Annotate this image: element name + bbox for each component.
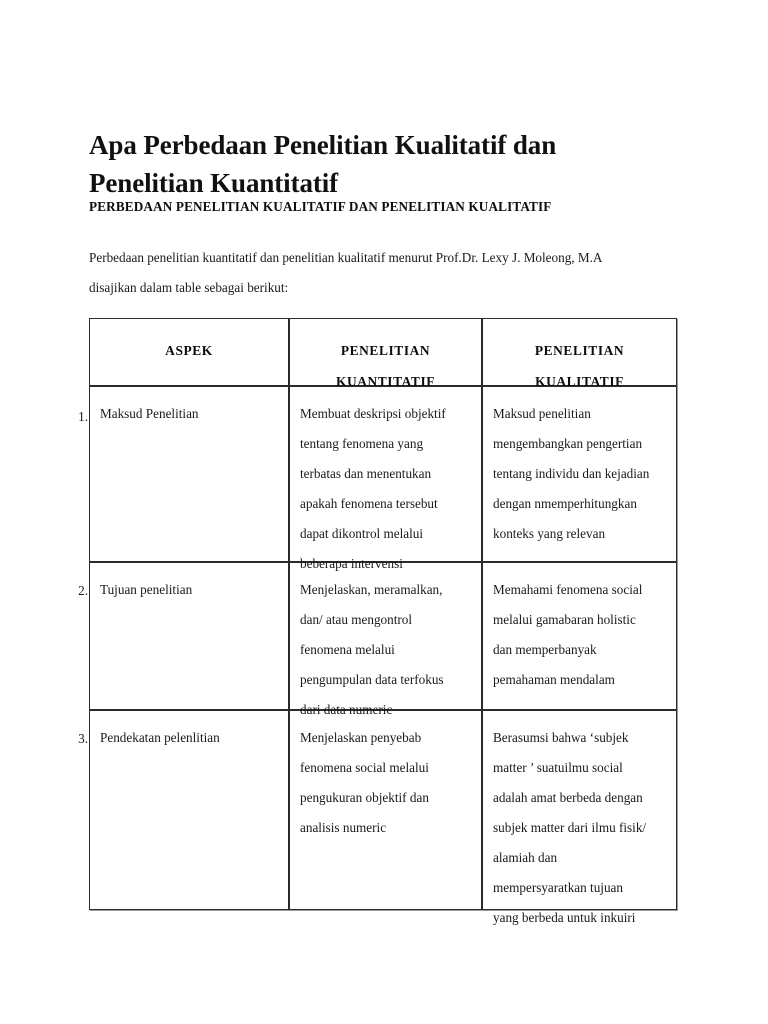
cell-line: dan memperbanyak: [493, 642, 597, 657]
cell-line: mempersyaratkan tujuan: [493, 880, 623, 895]
header-aspek-line-1: ASPEK: [165, 343, 213, 358]
cell-kualitatif-1: [482, 386, 677, 562]
header-kualitatif-line-1: PENELITIAN: [534, 343, 625, 358]
row-number-2: 2.: [78, 583, 88, 598]
intro-line-1: Perbedaan penelitian kuantitatif dan penelitian kualitatif menurut Prof.Dr. Lexy J. Moleong, M.A: [89, 250, 603, 265]
cell-line: Berasumsi bahwa ‘subjek: [493, 730, 629, 745]
cell-aspect-3: [89, 710, 289, 910]
aspect-label-2: Tujuan penelitian: [100, 582, 193, 597]
cell-line: analisis numeric: [300, 820, 387, 835]
row-number-3: 3.: [78, 731, 88, 746]
page-title-line-2: Penelitian Kuantitatif: [89, 168, 339, 199]
table-row: [89, 386, 677, 562]
cell-line: konteks yang relevan: [493, 526, 606, 541]
header-kualitatif-line-2: KUALITATIF: [535, 374, 624, 389]
cell-line: melalui gamabaran holistic: [493, 612, 636, 627]
cell-line: Menjelaskan penyebab: [300, 730, 422, 745]
aspect-label-1: Maksud Penelitian: [100, 406, 199, 421]
page-title-line-1: Apa Perbedaan Penelitian Kualitatif dan: [89, 130, 557, 161]
cell-line: Membuat deskripsi objektif: [300, 406, 446, 421]
table-header-cell-kuantitatif: [289, 318, 482, 389]
cell-line: Menjelaskan, meramalkan,: [300, 582, 443, 597]
table-header-cell-kualitatif: [482, 318, 677, 389]
intro-line-2: disajikan dalam table sebagai berikut:: [89, 280, 289, 295]
header-kuantitatif-line-1: PENELITIAN: [340, 343, 431, 358]
cell-line: matter ’ suatuilmu social: [493, 760, 623, 775]
cell-line: adalah amat berbeda dengan: [493, 790, 643, 805]
cell-kuantitatif-2: [289, 562, 482, 717]
cell-aspect-1: [89, 386, 289, 562]
table-header-row: [89, 318, 677, 386]
cell-line: apakah fenomena tersebut: [300, 496, 438, 511]
table-row: [89, 562, 677, 710]
cell-kuantitatif-3: [289, 710, 482, 910]
cell-line: dan/ atau mengontrol: [300, 612, 413, 627]
table-header-cell-aspek: [89, 318, 289, 386]
cell-line: tentang individu dan kejadian: [493, 466, 650, 481]
intro-paragraph: [89, 243, 689, 303]
cell-line: Maksud penelitian: [493, 406, 591, 421]
cell-line: fenomena social melalui: [300, 760, 429, 775]
cell-line: mengembangkan pengertian: [493, 436, 643, 451]
cell-aspect-2: [89, 562, 289, 710]
cell-line: yang berbeda untuk inkuiri: [493, 910, 636, 925]
cell-line: dari data numeric: [300, 702, 393, 717]
table-row: [89, 710, 677, 910]
cell-line: pengumpulan data terfokus: [300, 672, 444, 687]
cell-kualitatif-2: [482, 562, 677, 710]
header-kuantitatif-line-2: KUANTITATIF: [335, 374, 436, 389]
cell-line: tentang fenomena yang: [300, 436, 424, 451]
cell-line: fenomena melalui: [300, 642, 395, 657]
cell-line: dengan nmemperhitungkan: [493, 496, 637, 511]
cell-line: beberapa intervensi: [300, 556, 403, 571]
comparison-table: [89, 318, 677, 925]
document-subheading: PERBEDAAN PENELITIAN KUALITATIF DAN PENELITIAN KUALITATIF: [89, 199, 552, 214]
cell-kualitatif-3: [482, 710, 677, 925]
cell-line: pengukuran objektif dan: [300, 790, 429, 805]
row-number-1: 1.: [78, 409, 88, 424]
cell-line: Memahami fenomena social: [493, 582, 643, 597]
cell-line: dapat dikontrol melalui: [300, 526, 424, 541]
cell-line: alamiah dan: [493, 850, 558, 865]
cell-line: terbatas dan menentukan: [300, 466, 432, 481]
aspect-label-3: Pendekatan pelenlitian: [100, 730, 220, 745]
cell-kuantitatif-1: [289, 386, 482, 571]
cell-line: subjek matter dari ilmu fisik/: [493, 820, 647, 835]
cell-line: pemahaman mendalam: [493, 672, 615, 687]
page-title: [89, 126, 649, 202]
